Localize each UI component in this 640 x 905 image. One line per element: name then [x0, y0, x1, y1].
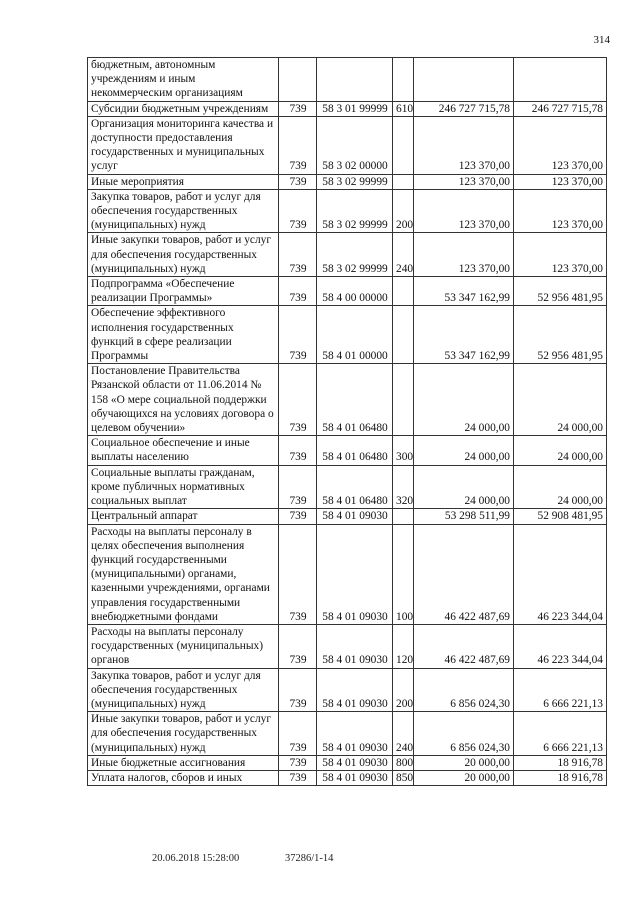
- row-name: Социальные выплаты гражданам, кроме публичных нормативных социальных выплат: [88, 465, 279, 509]
- row-sum-executed: 18 916,78: [514, 770, 607, 785]
- row-grbs-code: 739: [279, 436, 317, 465]
- row-sum-executed: 123 370,00: [514, 174, 607, 189]
- row-target-code: [317, 58, 393, 102]
- row-expense-type: [393, 174, 414, 189]
- row-sum-executed: 46 223 344,04: [514, 624, 607, 668]
- row-sum-plan: 20 000,00: [414, 770, 514, 785]
- row-expense-type: 850: [393, 770, 414, 785]
- row-target-code: 58 4 01 00000: [317, 306, 393, 364]
- row-grbs-code: 739: [279, 364, 317, 436]
- table-row: [88, 755, 607, 770]
- row-expense-type: 240: [393, 233, 414, 277]
- table-row: [88, 524, 607, 624]
- row-target-code: 58 3 01 99999: [317, 101, 393, 116]
- row-sum-executed: 24 000,00: [514, 364, 607, 436]
- budget-table: [87, 57, 607, 786]
- table-row: [88, 306, 607, 364]
- row-grbs-code: 739: [279, 465, 317, 509]
- table-row: [88, 668, 607, 712]
- row-grbs-code: 739: [279, 770, 317, 785]
- row-grbs-code: 739: [279, 624, 317, 668]
- table-row: [88, 189, 607, 233]
- table-row: [88, 364, 607, 436]
- row-sum-executed: 123 370,00: [514, 233, 607, 277]
- row-name: Закупка товаров, работ и услуг для обеспечения государственных (муниципальных) нужд: [88, 668, 279, 712]
- row-sum-executed: 52 908 481,95: [514, 509, 607, 524]
- table-row: [88, 624, 607, 668]
- row-sum-plan: 53 298 511,99: [414, 509, 514, 524]
- row-target-code: 58 3 02 99999: [317, 189, 393, 233]
- row-sum-plan: 123 370,00: [414, 116, 514, 174]
- row-name: Иные закупки товаров, работ и услуг для обеспечения государственных (муниципальных) нужд: [88, 233, 279, 277]
- row-grbs-code: 739: [279, 306, 317, 364]
- row-target-code: 58 4 01 06480: [317, 465, 393, 509]
- row-grbs-code: 739: [279, 101, 317, 116]
- row-sum-plan: 123 370,00: [414, 174, 514, 189]
- row-expense-type: 240: [393, 712, 414, 756]
- row-sum-plan: 46 422 487,69: [414, 524, 514, 624]
- row-target-code: 58 4 01 09030: [317, 712, 393, 756]
- row-target-code: 58 4 01 06480: [317, 436, 393, 465]
- row-grbs-code: 739: [279, 668, 317, 712]
- row-sum-executed: 123 370,00: [514, 189, 607, 233]
- row-expense-type: 120: [393, 624, 414, 668]
- row-target-code: 58 3 02 00000: [317, 116, 393, 174]
- table-row: [88, 509, 607, 524]
- row-sum-executed: 24 000,00: [514, 465, 607, 509]
- row-expense-type: 200: [393, 668, 414, 712]
- row-target-code: 58 4 01 09030: [317, 509, 393, 524]
- row-sum-plan: 123 370,00: [414, 233, 514, 277]
- row-expense-type: 300: [393, 436, 414, 465]
- row-grbs-code: 739: [279, 116, 317, 174]
- row-sum-executed: 6 666 221,13: [514, 712, 607, 756]
- row-sum-plan: 53 347 162,99: [414, 306, 514, 364]
- row-sum-executed: 246 727 715,78: [514, 101, 607, 116]
- row-target-code: 58 4 01 09030: [317, 755, 393, 770]
- row-target-code: 58 4 01 09030: [317, 668, 393, 712]
- row-target-code: 58 4 01 09030: [317, 524, 393, 624]
- row-grbs-code: 739: [279, 524, 317, 624]
- row-grbs-code: 739: [279, 189, 317, 233]
- row-sum-plan: 123 370,00: [414, 189, 514, 233]
- row-expense-type: 320: [393, 465, 414, 509]
- row-sum-plan: 246 727 715,78: [414, 101, 514, 116]
- row-sum-executed: 46 223 344,04: [514, 524, 607, 624]
- row-name: Постановление Правительства Рязанской области от 11.06.2014 № 158 «О мере социальной поддержки обучающихся на условиях договора о целевом обучении»: [88, 364, 279, 436]
- row-target-code: 58 3 02 99999: [317, 174, 393, 189]
- row-sum-plan: 46 422 487,69: [414, 624, 514, 668]
- row-name: Расходы на выплаты персоналу государственных (муниципальных) органов: [88, 624, 279, 668]
- row-name: бюджетным, автономным учреждениям и иным некоммерческим организациям: [88, 58, 279, 102]
- row-name: Иные бюджетные ассигнования: [88, 755, 279, 770]
- row-name: Иные мероприятия: [88, 174, 279, 189]
- table-row: [88, 58, 607, 102]
- row-expense-type: 200: [393, 189, 414, 233]
- row-sum-executed: 123 370,00: [514, 116, 607, 174]
- row-name: Субсидии бюджетным учреждениям: [88, 101, 279, 116]
- row-grbs-code: 739: [279, 712, 317, 756]
- row-sum-plan: [414, 58, 514, 102]
- row-expense-type: [393, 58, 414, 102]
- row-expense-type: 100: [393, 524, 414, 624]
- footer-datetime: 20.06.2018 15:28:00: [152, 853, 240, 864]
- footer-doc-number: 37286/1-14: [285, 853, 334, 864]
- row-target-code: 58 3 02 99999: [317, 233, 393, 277]
- row-target-code: 58 4 01 06480: [317, 364, 393, 436]
- budget-table-body: [88, 58, 607, 786]
- table-row: [88, 770, 607, 785]
- row-name: Обеспечение эффективного исполнения государственных функций в сфере реализации Программы: [88, 306, 279, 364]
- row-grbs-code: 739: [279, 755, 317, 770]
- table-row: [88, 116, 607, 174]
- row-expense-type: [393, 306, 414, 364]
- row-name: Центральный аппарат: [88, 509, 279, 524]
- table-row: [88, 174, 607, 189]
- page-number: 314: [593, 34, 610, 46]
- row-sum-executed: 52 956 481,95: [514, 306, 607, 364]
- row-name: Иные закупки товаров, работ и услуг для обеспечения государственных (муниципальных) нужд: [88, 712, 279, 756]
- row-sum-plan: 24 000,00: [414, 436, 514, 465]
- row-expense-type: [393, 509, 414, 524]
- row-name: Социальное обеспечение и иные выплаты населению: [88, 436, 279, 465]
- row-expense-type: [393, 364, 414, 436]
- row-name: Закупка товаров, работ и услуг для обеспечения государственных (муниципальных) нужд: [88, 189, 279, 233]
- row-sum-executed: 18 916,78: [514, 755, 607, 770]
- row-grbs-code: 739: [279, 509, 317, 524]
- table-row: [88, 277, 607, 306]
- row-sum-executed: 52 956 481,95: [514, 277, 607, 306]
- row-target-code: 58 4 01 09030: [317, 770, 393, 785]
- table-row: [88, 233, 607, 277]
- row-sum-plan: 20 000,00: [414, 755, 514, 770]
- row-name: Уплата налогов, сборов и иных: [88, 770, 279, 785]
- row-sum-plan: 24 000,00: [414, 364, 514, 436]
- row-expense-type: 800: [393, 755, 414, 770]
- row-name: Организация мониторинга качества и доступности предоставления государственных и муниципальных услуг: [88, 116, 279, 174]
- row-name: Расходы на выплаты персоналу в целях обеспечения выполнения функций государственными (муниципальными) органами, казенными учреждениями, органами управления государственными внебюджетными фондами: [88, 524, 279, 624]
- row-sum-executed: 6 666 221,13: [514, 668, 607, 712]
- row-sum-plan: 6 856 024,30: [414, 712, 514, 756]
- row-expense-type: [393, 116, 414, 174]
- row-name: Подпрограмма «Обеспечение реализации Программы»: [88, 277, 279, 306]
- row-expense-type: [393, 277, 414, 306]
- row-target-code: 58 4 00 00000: [317, 277, 393, 306]
- row-target-code: 58 4 01 09030: [317, 624, 393, 668]
- row-sum-plan: 53 347 162,99: [414, 277, 514, 306]
- table-row: [88, 465, 607, 509]
- row-grbs-code: 739: [279, 277, 317, 306]
- row-grbs-code: 739: [279, 174, 317, 189]
- table-row: [88, 101, 607, 116]
- row-grbs-code: [279, 58, 317, 102]
- table-row: [88, 436, 607, 465]
- row-sum-plan: 24 000,00: [414, 465, 514, 509]
- row-expense-type: 610: [393, 101, 414, 116]
- row-grbs-code: 739: [279, 233, 317, 277]
- row-sum-executed: [514, 58, 607, 102]
- row-sum-plan: 6 856 024,30: [414, 668, 514, 712]
- row-sum-executed: 24 000,00: [514, 436, 607, 465]
- table-row: [88, 712, 607, 756]
